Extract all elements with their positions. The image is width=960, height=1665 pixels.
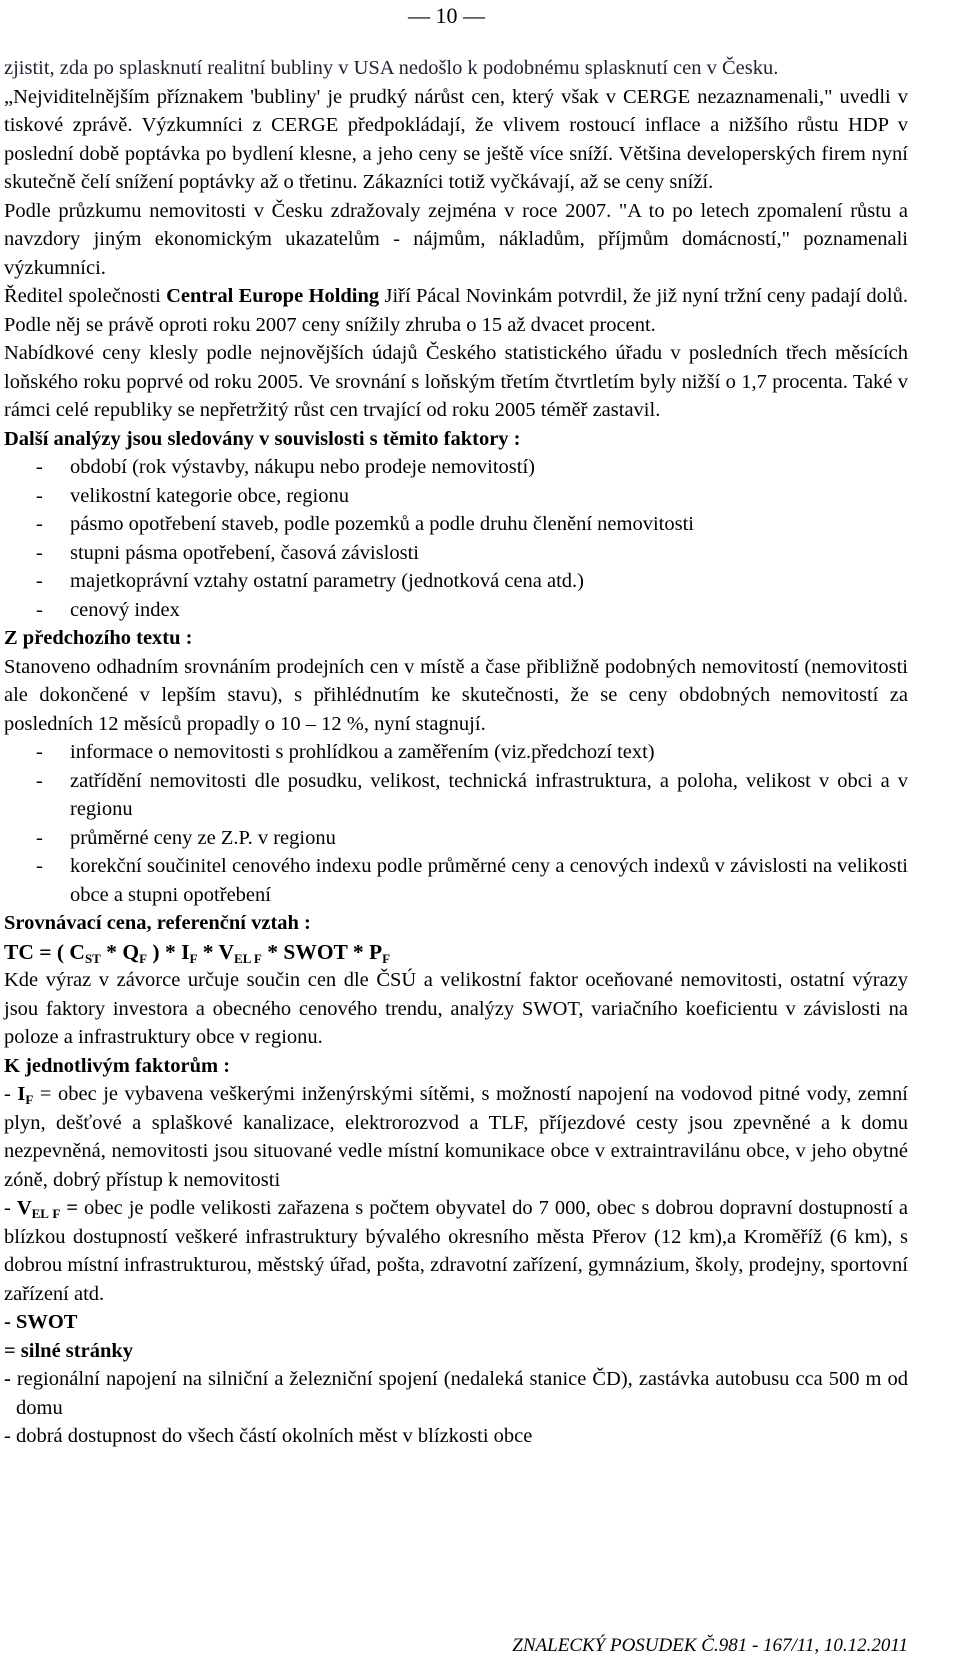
page-number: — 10 — <box>408 3 485 28</box>
paragraph-text: Ředitel společnosti <box>4 285 167 307</box>
section-heading: Další analýzy jsou sledovány v souvislosti s těmito faktory : <box>4 427 521 450</box>
factor-list <box>4 453 908 624</box>
company-name: Central Europe Holding <box>166 285 380 307</box>
list-item: - majetkoprávní vztahy ostatní parametry (jednotková cena atd.) <box>36 570 585 592</box>
list-item: - cenový index <box>36 598 180 621</box>
list-item: - informace o nemovitosti s prohlídkou a zaměřením (viz.předchozí text) <box>36 741 655 763</box>
section-heading: Srovnávací cena, referenční vztah : <box>4 912 311 934</box>
list-item: - průměrné ceny ze Z.P. v regionu <box>36 826 336 849</box>
document-body <box>4 54 908 1451</box>
paragraph: Stanoveno odhadním srovnáním prodejních cen v místě a čase přibližně podobných nemovitostí (nemovitosti ale dokončené v lepším stavu), s přihlédnutím ke skutečnosti, že se ceny obdobných nemovitostí za posledních 12 měsíců propadly o 10 – 12 %, nyní stagnují. <box>4 655 908 735</box>
paragraph: Nabídkové ceny klesly podle nejnovějších údajů Českého statistického úřadu v posledních třech měsících loňského roku poprvé od roku 2005. Ve srovnání s loňským třetím čtvrtletím byly nižší o 1,7 procenta. Také v rámci celé republiky se nepřetržitý růst cen trvající od roku 2005 téměř zastavil. <box>4 342 908 421</box>
paragraph: „Nejviditelnějším příznakem 'bubliny' je prudký nárůst cen, který však v CERGE nezaznamenali," uvedli v tiskové zprávě. Výzkumníci z CERGE předpokládají, že vlivem rostoucí inflace a nižšího růstu HDP v poslední době poptávka po bydlení klesne, a jeho ceny se ještě více sníží. Většina developerských firem nyní skutečně čelí snížení poptávky až o třetinu. Zákazníci totiž vyčkávají, až se ceny sníží. <box>4 85 908 193</box>
paragraph: Kde výraz v závorce určuje součin cen dle ČSÚ a velikostní faktor oceňované nemovitosti, ostatní výrazy jsou faktory investora a obecného cenového trendu, analýzy SWOT, variačního koeficientu v závislosti na poloze a infrastruktury obce v regionu. <box>4 969 908 1048</box>
info-list <box>4 738 908 909</box>
factor-vel: - $V_{EL F}$ = obec je podle velikosti zařazena s počtem obyvatel do 7 000, obec s dobrou dopravní dostupností a blízkou dostupností veškeré infrastruktury bývalého okresního města Přerov (12 km),a Kroměříž (6 km), s dobrou místní infrastrukturou, městský úřad, pošta, zdravotní zařízení, gymnázium, školy, prodejny, sportovní zařízení atd. <box>4 1197 908 1305</box>
strengths-heading: = silné stránky <box>4 1339 134 1362</box>
paragraph <box>4 282 908 339</box>
paragraph-text: Jiří Pácal Novinkám potvrdil, že již nyní tržní ceny padají dolů. Podle něj se právě oproti roku 2007 ceny snížily zhruba o 15 až dvacet procent. <box>4 285 908 336</box>
paragraph: zjistit, zda po splasknutí realitní bubliny v USA nedošlo k podobnému splasknutí cen v Česku. <box>4 57 779 79</box>
section-heading: Z předchozího textu : <box>4 627 193 649</box>
list-item: - pásmo opotřebení staveb, podle pozemků a podle druhu členění nemovitosti <box>36 513 694 535</box>
strength-item: - regionální napojení na silniční a železniční spojení (nedaleká stanice ČD), zastávka autobusu cca 500 m od domu <box>4 1368 908 1419</box>
section-heading: K jednotlivým faktorům : <box>4 1054 231 1077</box>
list-item: - stupni pásma opotřebení, časová závislosti <box>36 541 419 564</box>
price-formula: TC = ( $C_{ST} * Q_F$ ) * $I_F * V_{EL F}$ * SWOT * $P_F$ <box>4 939 391 966</box>
paragraph: Podle průzkumu nemovitosti v Česku zdražovaly zejména v roce 2007. "A to po letech zpomalení růstu a navzdory jiným ekonomickým ukazatelům - nájmům, nákladům, příjmům domácností," poznamenali výzkumníci. <box>4 199 908 279</box>
swot-heading: - SWOT <box>4 1311 78 1333</box>
list-item: - zatřídění nemovitosti dle posudku, velikost, technická infrastruktura, a poloha, velikost v obci a v regionu <box>36 769 908 820</box>
footer: ZNALECKÝ POSUDEK Č.981 - 167/11, 10.12.2011 <box>512 1635 908 1656</box>
factor-if: - $I_F$ = obec je vybavena veškerými inženýrskými sítěmi, s možností napojení na vodovod pitné vody, zemní plyn, dešťové a splaškové kanalizace, elektrorozvod a TLF, příjezdové cesty jsou zpevněné a k domu nezpevněná, nemovitosti jsou situované vedle místní komunikace obce v extraintravilánu obce, v jeho obytné zóně, dobrý přístup k nemovitosti <box>4 1083 908 1191</box>
list-item: - období (rok výstavby, nákupu nebo prodeje nemovitostí) <box>36 456 535 478</box>
list-item: - korekční součinitel cenového indexu podle průměrné ceny a cenových indexů v závislosti na velikosti obce a stupni opotřebení <box>36 855 908 906</box>
list-item: - velikostní kategorie obce, regionu <box>36 484 349 507</box>
strength-item: - dobrá dostupnost do všech částí okolních měst v blízkosti obce <box>4 1425 533 1447</box>
